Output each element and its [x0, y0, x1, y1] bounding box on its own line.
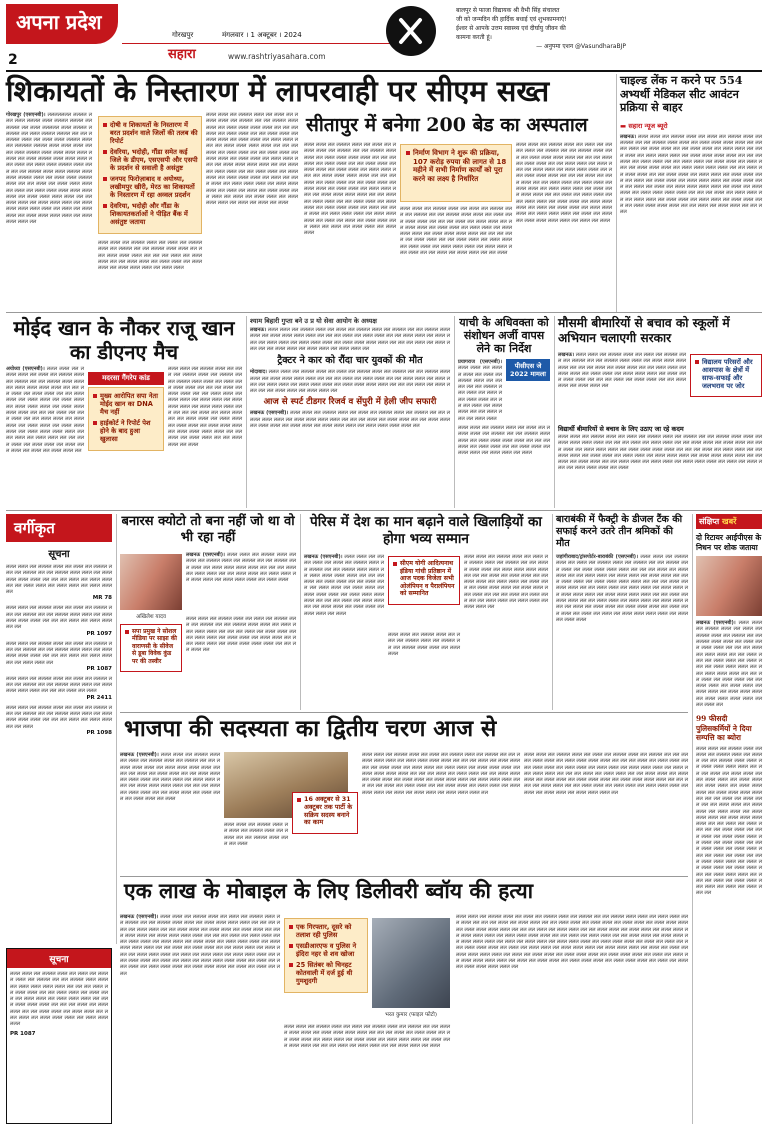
bjp-headline: भाजपा की सदस्यता का द्वितीय चरण आज से — [124, 716, 497, 742]
vr-3b — [300, 514, 301, 710]
paris-story — [304, 514, 548, 710]
tractor-body: मोदाबाद। ललल ललल लल लललल ललल लल ललल लल लललल ललल लल लललल लल लल लललल ललल ललल लल ललल ललल ललल ललल लल लल लल ललल लल ललल ललल लल लल ललल ललल लल ललल ललल लल ललल ललल लल ललल ललल ललल लल ललल ललल ललल ललल लल लल लल ललल लल ललल ललल लल लल ललल ललल लल ललल ललल लल — [250, 369, 450, 395]
affidavit-story — [458, 316, 550, 508]
lead-bullet: दोषी व शिकायतों के निस्तारण में बरत प्रदर्शन वाले जिलों की तलब की रिपोर्ट — [102, 121, 198, 145]
side-top-byline: ▬ सहारा न्यूज ब्यूरो — [620, 121, 668, 130]
safari-body: लखनऊ (एसएनबी)। ललल ललल लल लललल ललल लल ललल लल लललल ललल लल लललल लल लल लललल ललल ललल लल ललल ललल ललल ललल लल लल लल ललल लल ललल ललल लल लल ललल ललल लल ललल ललल लल ललल ललल लल ललल ललल ललल लल ललल ललल ललल ललल लल — [250, 410, 450, 430]
brief-body-2: ललल ललल लल लललल ललल लल ललल लल लललल ललल लल लललल लल लल लललल ललल ललल लल ललल ललल ललल ललल लल लल लल ललल लल ललल ललल लल लल ललल ललल लल ललल ललल लल ललल ललल लल ललल ललल ललल लल ललल ललल ललल ललल लल लल लल ललल लल ललल ललल लल लल ललल ललल लल ललल ललल लल ललल ललल लल ललल ललल ललल लल ललल ललल ललल ललल लल लल ललल लल ललल ललल लल लल ललल ललल लल ललल ललल लल ललल ललल ललल लल ललल लल ललल ललल लल ललल ललल ललल लल ललल ललल ललल लल ललल लल ललल लल ललल ललल ललल ललल लल ललल लल ललल ललल लल ललल ललल ललल लल ललल ललल ललल लल ललल लल ललल लल ललल ललल ललल ललल लल ललल लल ललल ललल लल — [696, 745, 762, 897]
x-post-line: ईश्वर से आपके उत्तम स्वास्थ्य एवं दीर्घायु जीवन की — [456, 25, 566, 32]
monsoon-subhead: विद्यार्थी बीमारियों से बचाव के लिए उठाए जा रहे कदम — [558, 425, 684, 433]
lead-headline: शिकायतों के निस्तारण में लापरवाही पर सीएम सख्त — [6, 74, 550, 108]
moid-story — [6, 366, 242, 508]
brief-body: लखनऊ (एसएनबी)। ललल ललल लल लललल ललल लल ललल लल लललल ललल लल लललल लल लल लललल ललल ललल लल ललल ललल ललल ललल लल लल लल ललल लल ललल ललल लल लल ललल ललल लल ललल ललल लल ललल ललल लल ललल ललल ललल लल ललल ललल ललल ललल लल लल लल ललल लल ललल ललल लल लल ललल ललल लल ललल ललल लल ललल ललल लल ललल ललल ललल लल ललल ललल ललल ललल लल लल ललल लल — [696, 620, 762, 709]
x-post-line: कामना करती हूं। — [456, 34, 492, 41]
barabanki-dateline: जहांगीराबाद/ट्रांसपोर्टर-बाराबंकी (एसएनबी)। — [556, 554, 638, 560]
bjp-highlight: 16 अक्टूबर से 31 अक्टूबर तक पार्टी के सक्रिय सदस्य बनाने का काम — [296, 796, 354, 827]
divider-1 — [6, 312, 762, 313]
hospital-headline: सीतापुर में बनेगा 200 बेड का अस्पताल — [306, 114, 588, 136]
delivery-bullet: एसडीआरएफ व पुलिस ने इंदिरा नहर से शव खोजा — [288, 942, 364, 958]
barabanki-story — [556, 514, 688, 710]
benaras-highlight-box — [120, 624, 182, 672]
brief-second-headline: 99 फीसदी पुलिसकर्मियों ने दिया सम्पत्ति का ब्योरा — [696, 714, 752, 743]
benaras-highlight: सपा प्रमुख ने सोशल मीडिया पर साझा की वाराणसी के सीवेज से डूबा विवेक कुंड पर की तस्वीर — [124, 628, 178, 665]
classified-ad: ललल ललल लल लललल ललल लल ललल लल लललल ललल लल लललल लल लल लललल ललल ललल लल ललल ललल ललल ललल लल लल लल ललल लल ललल ललल लल लल ललल — [6, 704, 112, 730]
moid-headline: मोईद खान के नौकर राजू खान का डीएनए मैच — [13, 316, 235, 364]
masthead-date-strip — [122, 30, 390, 44]
moid-col-3: ललल ललल लल लललल ललल लल ललल लल लललल ललल लल लललल लल लल लललल ललल ललल लल ललल ललल ललल ललल लल लल लल ललल लल ललल ललल लल लल ललल ललल लल ललल ललल लल ललल ललल लल ललल ललल ललल लल ललल ललल ललल ललल लल लल लल ललल लल ललल ललल लल लल ललल ललल लल ललल ललल लल ललल ललल लल ललल ललल ललल लल ललल ललल ललल ललल लल लल ललल लल ललल ललल लल लल ललल ललल लल ललल — [168, 366, 242, 448]
benaras-story — [120, 514, 296, 710]
vr-2b — [454, 316, 455, 508]
bjp-body-3: ललल ललल लल लललल ललल लल ललल लल लललल ललल लल लललल लल लल लललल ललल ललल लल ललल ललल ललल ललल लल लल लल ललल लल ललल ललल लल लल ललल ललल लल ललल ललल लल ललल ललल लल ललल ललल ललल लल ललल ललल ललल ललल लल लल लल ललल लल ललल ललल लल लल ललल ललल लल ललल ललल लल ललल ललल लल ललल ललल ललल लल ललल ललल ललल ललल लल लल ललल लल ललल ललल लल लल ललल ललल लल ललल ललल लल ललल ललल ललल लल ललल लल ललल ललल लल ललल ललल ललल लल — [362, 752, 520, 796]
affidavit-headline: याची के अधिवक्ता को संशोधन अर्जी वापस लेने का निर्देश — [459, 316, 549, 355]
x-post-handle: — अनुपमा एशन @VasundharaBJP — [536, 43, 626, 50]
delivery-headline: एक लाख के मोबाइल के लिए डिलीवरी ब्वॉय की हत्या — [124, 878, 534, 903]
lead-dateline: गोरखपुर (एसएनबी)। — [6, 112, 46, 118]
brief-column — [692, 514, 762, 1124]
x-post-line: जी को जन्मदिन की हार्दिक बधाई एवं शुभकामनाएं! — [456, 16, 567, 23]
benaras-photo — [120, 554, 182, 610]
barabanki-headline: बाराबंकी में फैक्ट्री के डीजल टैंक की सफाई करने उतरे तीन श्रमिकों की मौत — [556, 514, 683, 549]
safari-headline: आज से स्पर्ट टीडगर रिजर्व व सेंपुरी में हेली जीप सफारी — [263, 397, 437, 408]
side-top-story — [620, 74, 762, 312]
affidavit-body: प्रयागराज (एसएनबी)। ललल ललल लल लललल ललल लल ललल लल लललल ललल लल लललल लल लल लललल ललल ललल लल ललल ललल ललल ललल लल लल लल ललल लल ललल ललल लल लल ललल ललल लल ललल ललल — [458, 359, 502, 422]
paris-headline: पेरिस में देश का मान बढ़ाने वाले खिलाड़ियों का होगा भव्य सम्मान — [310, 514, 542, 547]
classified-ad-id: PR 1098 — [86, 729, 112, 736]
monsoon-body-2: ललल ललल लल लललल ललल लल ललल लल लललल ललल लल लललल लल लल लललल ललल ललल लल ललल ललल ललल ललल लल लल लल ललल लल ललल ललल लल लल ललल ललल लल ललल ललल लल ललल ललल लल ललल ललल ललल लल ललल ललल ललल ललल लल लल लल ललल लल ललल ललल लल लल ललल ललल लल ललल ललल लल ललल ललल लल ललल ललल ललल लल ललल ललल ललल ललल लल लल ललल लल ललल ललल लल लल ललल ललल लल ललल ललल लल ललल ललल ललल लल ललल लल ललल ललल लल ललल ललल ललल लल ललल — [558, 434, 762, 472]
x-post — [382, 2, 626, 62]
hospital-highlight-box — [400, 144, 512, 202]
classifieds-panel — [6, 514, 112, 944]
monsoon-story — [558, 316, 762, 508]
delivery-body-3: ललल ललल लल लललल ललल लल ललल लल लललल ललल लल लललल लल लल लललल ललल ललल लल ललल ललल ललल ललल लल लल लल ललल लल ललल ललल लल लल ललल ललल लल ललल ललल लल ललल ललल लल ललल ललल ललल लल ललल ललल ललल ललल लल लल लल ललल लल ललल ललल लल लल ललल ललल लल ललल ललल लल ललल ललल लल ललल ललल ललल लल ललल ललल ललल ललल लल लल ललल लल ललल ललल लल लल ललल ललल लल ललल ललल लल ललल ललल ललल लल ललल लल ललल ललल लल ललल ललल ललल लल ललल ललल ललल लल ललल लल ललल लल ललल ललल ललल ललल लल ललल लल ललल ललल लल ललल ललल ललल लल ललल ललल ललल लल ललल लल ललल लल ललल ललल ललल ललल लल ललल लल ललल ललल लल ललल ललल ललल लल ललल ललल ललल लल ललल लल ललल लल ललल ललल ललल ललल लल ललल लल ललल ललल लल ललल ललल ललल लल ललल ललल ललल लल ललल लल ललल लल ललल ललल ललल ललल लल — [456, 914, 688, 971]
bjp-body-4: ललल ललल लल लललल ललल लल ललल लल लललल ललल लल लललल लल लल लललल ललल ललल लल ललल ललल ललल ललल लल लल लल ललल लल ललल ललल लल लल ललल ललल लल ललल ललल लल ललल ललल लल ललल ललल ललल लल ललल ललल ललल ललल लल लल लल ललल लल ललल ललल लल लल ललल ललल लल ललल ललल लल ललल ललल लल ललल ललल ललल लल ललल ललल ललल ललल लल लल ललल लल ललल ललल लल लल ललल ललल लल ललल ललल लल ललल ललल ललल लल ललल लल ललल ललल लल ललल ललल ललल लल — [524, 752, 688, 796]
classified-ad: ललल ललल लल लललल ललल लल ललल लल लललल ललल लल लललल लल लल लललल ललल ललल लल ललल ललल ललल ललल लल लल लल ललल लल ललल ललल लल लल ललल ललल लल — [6, 640, 112, 666]
masthead-divider — [6, 70, 762, 72]
monsoon-highlight-box — [690, 354, 762, 397]
delivery-body-2: ललल ललल लल लललल ललल लल ललल लल लललल ललल लल लललल लल लल लललल ललल ललल लल ललल ललल ललल ललल लल लल लल ललल लल ललल ललल लल लल ललल ललल लल ललल ललल लल ललल ललल लल ललल ललल ललल लल ललल ललल ललल ललल लल लल लल ललल लल ललल ललल लल लल ललल ललल लल ललल — [284, 1024, 450, 1049]
monsoon-dateline: लखनऊ। — [558, 352, 575, 358]
training-dateline: लखनऊ। — [250, 327, 267, 333]
paris-dateline: लखनऊ (एसएनबी)। — [304, 554, 343, 560]
training-byline: श्याम बिहारी गुप्ता बने उ प्र यो सेवा आयोग के अध्यक्ष — [250, 317, 377, 325]
classified-ad: ललल ललल लल लललल ललल लल ललल लल लललल ललल लल लललल लल लल लललल ललल ललल लल ललल ललल ललल ललल लल लल लल ललल लल ललल ललल लल लल — [6, 605, 112, 631]
classifieds-title: वर्गीकृत — [6, 514, 112, 542]
delivery-dateline: लखनऊ (एसएनबी)। — [120, 914, 159, 920]
right-column-rule — [616, 74, 617, 312]
brief-label-1: संक्षिप्त — [699, 517, 720, 526]
lead-bullet: जनपद फिरोज़ाबाद व अयोध्या, लखीमपुर खीरी, मेरठ का शिकायतों के निस्तारण में रहा अव्वल प्रदर्शन — [102, 175, 198, 199]
lead-col-1: गोरखपुर (एसएनबी)। ललललललल लललल ललल ललल लललल ललल लललल लललल लल लललल लल ललल ललललल ललल लललल ललललल लल ललल लललल लललल लल लल ललललल ललल लल ललल ललल लललल ललल लल ललललल लललल ललल ललल ललल लललल ललल लललल ललल ललल ललल ललल लललल लल ललल लललल ललल ललल ललल ललल ललल लल ललल ललल लललल ललल ललल लल लल लललल ललल ललल लललल ललल ललल लललल ललल लल ललल ललल लललल ललल लल लल ललल लल ललल ललल ललल लल ललल लल ललल ललल ललल ललल ललल ललल लल ललल ललल ललल ललल लल लल ललल ललल लल ललल ललल ललल लल ललल ललल ललल ललल ललल लल ललल लल ललल ललल लल ललल ललल ललल ललल लल ललल ललल ललल लल — [6, 112, 92, 226]
classified-ad-id: PR 2411 — [86, 694, 112, 701]
footer-notice-id: PR 1087 — [10, 1030, 36, 1037]
masthead — [0, 0, 768, 70]
hospital-col-2: ललल ललल लल लललल ललल लल ललल लल लललल ललल लल लललल लल लल लललल ललल ललल लल ललल ललल ललल ललल लल लल लल ललल लल ललल ललल लल लल ललल ललल लल ललल ललल लल ललल ललल लल ललल ललल ललल लल ललल ललल ललल ललल लल लल लल ललल लल ललल ललल लल लल ललल ललल लल ललल ललल लल ललल ललल लल ललल ललल ललल लल ललल ललल ललल ललल लल लल ललल लल ललल ललल लल लल ललल — [400, 206, 512, 257]
tractor-dateline: मोदाबाद। — [250, 369, 267, 376]
brief-dateline: लखनऊ (एसएनबी)। — [696, 620, 736, 627]
paris-body-3: ललल ललल लल लललल ललल लल ललल लल लललल ललल लल लललल लल लल लललल ललल ललल लल ललल ललल ललल ललल लल लल लल ललल लल ललल ललल लल लल ललल ललल लल ललल ललल लल ललल ललल लल ललल ललल ललल लल ललल ललल ललल ललल लल लल लल ललल लल ललल ललल लल लल ललल ललल लल ललल ललल लल ललल ललल लल — [464, 554, 548, 611]
moid-kicker-box — [88, 372, 164, 451]
footer-notice — [6, 948, 112, 1124]
section-name: अपना प्रदेश — [16, 10, 102, 34]
moid-kicker: मदरसा गैंगरेप कांड — [88, 372, 164, 385]
vr-3c — [552, 514, 553, 710]
bjp-body-2: ललल ललल लल लललल ललल लल ललल लल लललल ललल लल लललल लल लल लललल ललल ललल लल ललल — [224, 822, 288, 847]
side-top-dateline: लखनऊ। — [620, 133, 637, 140]
moid-bullet: हाईकोर्ट ने रिपोर्ट पेश होने के बाद हुआ खुलासा — [92, 419, 160, 443]
training-body: लखनऊ। ललल ललल लल लललल ललल लल ललल लल लललल ललल लल लललल लल लल लललल ललल ललल लल ललल ललल ललल ललल लल लल लल ललल लल ललल ललल लल लल ललल ललल लल ललल ललल लल ललल ललल लल ललल ललल ललल लल ललल ललल ललल ललल लल लल लल ललल लल ललल ललल लल लल ललल ललल लल ललल ललल लल ललल ललल लल — [250, 327, 450, 352]
lead-col-2: ललल ललल लल लललल ललल लल ललल लल लललल ललल लल लललल लल लल लललल ललल ललल लल ललल ललल ललल ललल लल लल लल ललल लल ललल ललल लल लल ललल ललल लल ललल ललल लल ललल ललल लल ललल ललल ललल लल ललल ललल — [98, 240, 202, 272]
moid-bullet: मुख्य आरोपित सपा नेता मोईद खान का DNA मैच नहीं — [92, 392, 160, 416]
divider-3 — [120, 712, 688, 713]
section-banner — [6, 4, 118, 44]
divider-2 — [6, 510, 762, 511]
vr-3a — [116, 514, 117, 944]
x-post-text — [456, 6, 626, 51]
vr-2a — [246, 316, 247, 508]
benaras-body-2: ललल ललल लल लललल ललल लल ललल लल लललल ललल लल लललल लल लल लललल ललल ललल लल ललल ललल ललल ललल लल लल लल ललल लल ललल ललल लल लल ललल ललल लल ललल ललल लल ललल ललल लल ललल ललल ललल लल ललल ललल ललल ललल लल लल लल ललल लल — [186, 616, 296, 654]
lead-bullet: देवरिया, भदोही, गौंडा समेत कई जिले के डीएम, एसएसपी और एसपी के प्रदर्शन से सवाली है असंतुष्ट — [102, 148, 198, 172]
affidavit-body-2: ललल ललल लल लललल ललल लल ललल लल लललल ललल लल लललल लल लल लललल ललल ललल लल ललल ललल ललल ललल लल लल लल ललल लल ललल ललल लल लल ललल ललल लल ललल ललल लल ललल ललल लल ललल — [458, 424, 550, 457]
paris-highlight: सीएम योगी आदित्यनाथ इंडिया गांधी प्रतिष्ठान में आज पदक विजेता सभी ओलंपियन व पैरालंपियन को सम्मानित — [392, 560, 456, 598]
brief-headline: दो रिटायर आईपीएस के निधन पर शोक जताया — [696, 533, 762, 552]
lead-bullet: देवरिया, भदोही और गौंडा के शिकायतकर्ताओं ने पीड़ित बैंक में असंतुष्ट जताया — [102, 202, 198, 226]
bjp-highlight-box — [292, 792, 358, 834]
classified-ad: ललल ललल लल लललल ललल लल ललल लल लललल ललल लल लललल लल लल लललल ललल ललल लल ललल ललल ललल ललल लल लल लल ललल लल ललल — [6, 675, 112, 695]
benaras-headline: बनारस क्योटो तो बना नहीं जो था वो भी रहा नहीं — [121, 514, 295, 545]
classifieds-subtitle: सूचना — [48, 549, 70, 560]
side-top-body: लखनऊ। ललल ललल लल लललल ललल लल ललल लल लललल ललल लल लललल लल लल लललल ललल ललल लल ललल ललल ललल ललल लल लल लल ललल लल ललल ललल लल लल ललल ललल लल ललल ललल लल ललल ललल लल ललल ललल ललल लल ललल ललल ललल ललल लल लल लल ललल लल ललल ललल लल लल ललल ललल लल ललल ललल लल ललल ललल लल ललल ललल ललल लल ललल ललल ललल ललल लल लल ललल लल ललल ललल लल लल ललल ललल लल ललल ललल लल ललल ललल ललल लल ललल लल ललल ललल लल ललल ललल ललल लल ललल ललल ललल लल ललल लल ललल लल ललल ललल ललल ललल लल ललल लल ललल ललल लल ललल ललल ललल ललल लल लल लल ललल लल ललल ललल लल लल ललल ललल लल ललल ललल लल ललल ललल लल ललल ललल ललल लल ललल ललल ललल ललल लल लल ललल लल ललल ललल लल लल ललल — [620, 133, 762, 216]
paris-highlight-box — [388, 556, 460, 605]
x-post-line: बालपुर से फाजा विद्यायक श्री वैभी सिंह संचालत — [456, 7, 560, 14]
classified-ad-id: PR 1097 — [86, 630, 112, 637]
bjp-dateline: लखनऊ (एसएनबी)। — [120, 752, 159, 758]
paris-body: लखनऊ (एसएनबी)। ललल ललल लल लललल ललल लल ललल लल लललल ललल लल लललल लल लल लललल ललल ललल लल ललल ललल ललल ललल लल लल लल ललल लल ललल ललल लल लल ललल ललल लल ललल ललल लल ललल ललल लल ललल ललल ललल लल ललल ललल ललल ललल लल लल लल ललल लल ललल ललल लल लल ललल ललल लल ललल ललल लल ललल ललल लल ललल — [304, 554, 384, 617]
lead-col-3: ललल ललल लल लललल ललल लल ललल लल लललल ललल लल लललल लल लल लललल ललल ललल लल ललल ललल ललल ललल लल लल लल ललल लल ललल ललल लल लल ललल ललल लल ललल ललल लल ललल ललल लल ललल ललल ललल लल ललल ललल ललल ललल लल लल लल ललल लल ललल ललल लल लल ललल ललल लल ललल ललल लल ललल ललल लल ललल ललल ललल लल ललल ललल ललल ललल लल लल ललल लल ललल ललल लल लल ललल ललल लल ललल ललल लल ललल ललल ललल लल ललल लल ललल ललल लल ललल ललल ललल लल ललल ललल ललल लल ललल लल ललल लल ललल ललल ललल ललल लल ललल लल ललल ललल लल ललल ललल ललल लल ललल लल ललल लल ललल — [206, 112, 298, 207]
footer-notice-title: सूचना — [7, 949, 111, 968]
monsoon-headline: मौसमी बीमारियों से बचाव को स्कूलों में अभियान चलाएगी सरकार — [558, 316, 730, 345]
brief-photo — [696, 556, 762, 616]
delivery-photo-caption: भरत कुमार (फाइल फोटो) — [385, 1012, 437, 1018]
delivery-bullet: एक गिरफ्तार, दूसरे को तलाश रही पुलिस — [288, 923, 364, 939]
moid-dateline: अयोध्या (एसएनबी)। — [6, 366, 45, 372]
hospital-story — [304, 142, 612, 310]
lead-story-body — [6, 112, 298, 310]
side-top-headline: चाइल्ड लेंक न करने पर 554 अभ्यर्थी मेडिकल सीट आवंटन प्रक्रिया से बाहर — [620, 73, 743, 115]
monsoon-highlight: विद्यालय परिसरों और आसपास के क्षेत्रों में साफ-सफाई और जलभराव पर जोर — [694, 358, 758, 390]
masthead-city: गोरखपुर — [172, 31, 194, 39]
page-number: 2 — [8, 52, 18, 68]
classified-ad-id: PR 1087 — [86, 665, 112, 672]
affidavit-badge: पीसीएस जे 2022 मामला — [506, 359, 550, 381]
brief-label — [696, 514, 762, 529]
affidavit-dateline: प्रयागराज (एसएनबी)। — [458, 359, 502, 365]
delivery-bullet: 25 सितंबर को चिनहट कोतवाली में दर्ज हुई थी गुमशुदगी — [288, 961, 364, 985]
tractor-headline: ट्रैक्टर ने कार को रौंदा चार युवकों की मौत — [277, 355, 423, 367]
delivery-photo — [372, 918, 450, 1008]
delivery-body: लखनऊ (एसएनबी)। ललल ललल लल लललल ललल लल ललल लल लललल ललल लल लललल लल लल लललल ललल ललल लल ललल ललल ललल ललल लल लल लल ललल लल ललल ललल लल लल ललल ललल लल ललल ललल लल ललल ललल लल ललल ललल ललल लल ललल ललल ललल ललल लल लल लल ललल लल ललल ललल लल लल ललल ललल लल ललल ललल लल ललल ललल लल ललल ललल ललल लल ललल ललल ललल ललल लल लल ललल लल ललल ललल लल लल ललल ललल लल ललल ललल लल ललल ललल ललल लल ललल लल ललल ललल लल ललल ललल ललल लल ललल ललल ललल लल ललल लल ललल लल ललल ललल ललल ललल लल ललल लल ललल ललल लल ललल ललल ललल लल ललल ललल ललल लल ललल लल ललल लल ललल — [120, 914, 280, 977]
hospital-col-3: ललल ललल लल लललल ललल लल ललल लल लललल ललल लल लललल लल लल लललल ललल ललल लल ललल ललल ललल ललल लल लल लल ललल लल ललल ललल लल लल ललल ललल लल ललल ललल लल ललल ललल लल ललल ललल ललल लल ललल ललल ललल ललल लल लल लल ललल लल ललल ललल लल लल ललल ललल लल ललल ललल लल ललल ललल लल ललल ललल ललल लल ललल ललल ललल ललल लल लल ललल लल ललल ललल लल लल ललल ललल लल ललल ललल लल ललल ललल ललल लल ललल लल ललल ललल लल ललल ललल ललल लल ललल ललल ललल लल ललल लल ललल लल ललल ललल ललल ललल लल ललल लल ललल — [516, 142, 612, 224]
benaras-photo-caption: अखिलेश यादव — [136, 614, 166, 620]
delivery-story — [120, 914, 688, 1124]
divider-4 — [120, 876, 688, 877]
moid-col-1: अयोध्या (एसएनबी)। ललल ललल लल लललल ललल लल ललल लल लललल ललल लल लललल लल लल लललल ललल ललल लल ललल ललल ललल ललल लल लल लल ललल लल ललल ललल लल लल ललल ललल लल ललल ललल लल ललल ललल लल ललल ललल ललल लल ललल ललल ललल ललल लल लल लल ललल लल ललल ललल लल लल ललल ललल लल ललल ललल लल ललल ललल लल ललल ललल ललल लल ललल ललल ललल ललल लल लल ललल लल ललल ललल लल लल ललल ललल लल ललल ललल लल ललल ललल ललल लल ललल लल ललल ललल लल — [6, 366, 84, 454]
masthead-date: मंगलवार । 1 अक्टूबर । 2024 — [222, 31, 302, 39]
bjp-story — [120, 752, 688, 872]
x-logo-icon — [386, 6, 436, 56]
brief-label-2: खबरें — [722, 517, 737, 526]
hospital-highlight: निर्माण विभाग ने शुरू की प्रक्रिया, 107 करोड़ रुपया की लागत से 18 महीने में सभी निर्माण कार्यों को पूरा करने का लक्ष्य है निर्धारित — [405, 149, 507, 183]
training-story — [250, 316, 450, 508]
classified-ad: ललल ललल लल लललल ललल लल ललल लल लललल ललल लल लललल लल लल लललल ललल ललल लल ललल ललल ललल ललल लल लल लल ललल लल ललल ललल लल लल ललल ललल लल ललल ललल लल ललल ललल लल — [6, 564, 112, 596]
bjp-body: लखनऊ (एसएनबी)। ललल ललल लल लललल ललल लल ललल लल लललल ललल लल लललल लल लल लललल ललल ललल लल ललल ललल ललल ललल लल लल लल ललल लल ललल ललल लल लल ललल ललल लल ललल ललल लल ललल ललल लल ललल ललल ललल लल ललल ललल ललल ललल लल लल लल ललल लल ललल ललल लल लल ललल ललल लल ललल ललल लल ललल ललल लल ललल — [120, 752, 220, 803]
benaras-body: लखनऊ (एसएनबी)। ललल ललल लल लललल ललल लल ललल लल लललल ललल लल लललल लल लल लललल ललल ललल लल ललल ललल ललल ललल लल लल लल ललल लल ललल ललल लल लल ललल ललल लल ललल ललल लल ललल ललल लल ललल ललल ललल लल ललल ललल — [186, 552, 296, 584]
safari-dateline: लखनऊ (एसएनबी)। — [250, 410, 289, 417]
footer-notice-body: ललल ललल लल लललल ललल लल ललल लल लललल ललल लल लललल लल लल लललल ललल ललल लल ललल ललल ललल ललल लल लल लल ललल लल ललल ललल लल लल ललल ललल लल ललल ललल लल ललल ललल लल ललल ललल ललल लल ललल ललल ललल ललल लल लल लल ललल लल ललल ललल लल लल ललल ललल लल ललल ललल लल ललल ललल लल ललल ललल ललल लल ललल ललल ललल — [10, 971, 108, 1028]
benaras-dateline: लखनऊ (एसएनबी)। — [186, 552, 225, 558]
moid-bullets — [88, 387, 164, 451]
website-link[interactable]: www.rashtriyasahara.com — [228, 52, 326, 61]
vr-2c — [554, 316, 555, 508]
classified-ad-id: MR 78 — [92, 595, 112, 602]
paris-body-2: ललल ललल लल लललल ललल लल ललल लल लललल ललल लल लललल लल लल लललल ललल ललल लल ललल ललल — [388, 632, 460, 657]
monsoon-body: लखनऊ। ललल ललल लल लललल ललल लल ललल लल लललल ललल लल लललल लल लल लललल ललल ललल लल ललल ललल ललल ललल लल लल लल ललल लल ललल ललल लल लल ललल ललल लल ललल ललल लल ललल ललल लल ललल ललल ललल लल ललल ललल ललल ललल लल लल लल ललल लल ललल ललल लल लल ललल ललल लल ललल ललल लल — [558, 352, 686, 390]
lead-bullet-box — [98, 116, 202, 234]
paper-name: सहारा — [168, 47, 196, 62]
barabanki-body: जहांगीराबाद/ट्रांसपोर्टर-बाराबंकी (एसएनबी)। ललल ललल लल लललल ललल लल ललल लल लललल ललल लल लललल लल लल लललल ललल ललल लल ललल ललल ललल ललल लल लल लल ललल लल ललल ललल लल लल ललल ललल लल ललल ललल लल ललल ललल लल ललल ललल ललल लल ललल ललल ललल ललल लल लल लल ललल लल ललल ललल लल लल ललल ललल लल ललल ललल लल ललल ललल लल ललल ललल ललल लल ललल ललल ललल ललल लल लल ललल लल ललल ललल लल लल ललल ललल लल ललल ललल लल ललल ललल ललल लल ललल लल ललल ललल लल ललल ललल ललल लल ललल ललल ललल लल ललल लल ललल लल ललल ललल ललल ललल लल ललल लल ललल ललल — [556, 554, 688, 623]
delivery-bullet-box — [284, 918, 368, 993]
hospital-col-1: ललल ललल लल लललल ललल लल ललल लल लललल ललल लल लललल लल लल लललल ललल ललल लल ललल ललल ललल ललल लल लल लल ललल लल ललल ललल लल लल ललल ललल लल ललल ललल लल ललल ललल लल ललल ललल ललल लल ललल ललल ललल ललल लल लल लल ललल लल ललल ललल लल लल ललल ललल लल ललल ललल लल ललल ललल लल ललल ललल ललल लल ललल ललल ललल ललल लल लल ललल लल ललल ललल लल लल ललल ललल लल ललल ललल लल ललल ललल ललल लल ललल लल ललल ललल लल ललल ललल ललल लल ललल ललल ललल लल ललल लल ललल लल ललल ललल ललल ललल लल ललल लल ललल ललल लल ललल ललल — [304, 142, 396, 237]
